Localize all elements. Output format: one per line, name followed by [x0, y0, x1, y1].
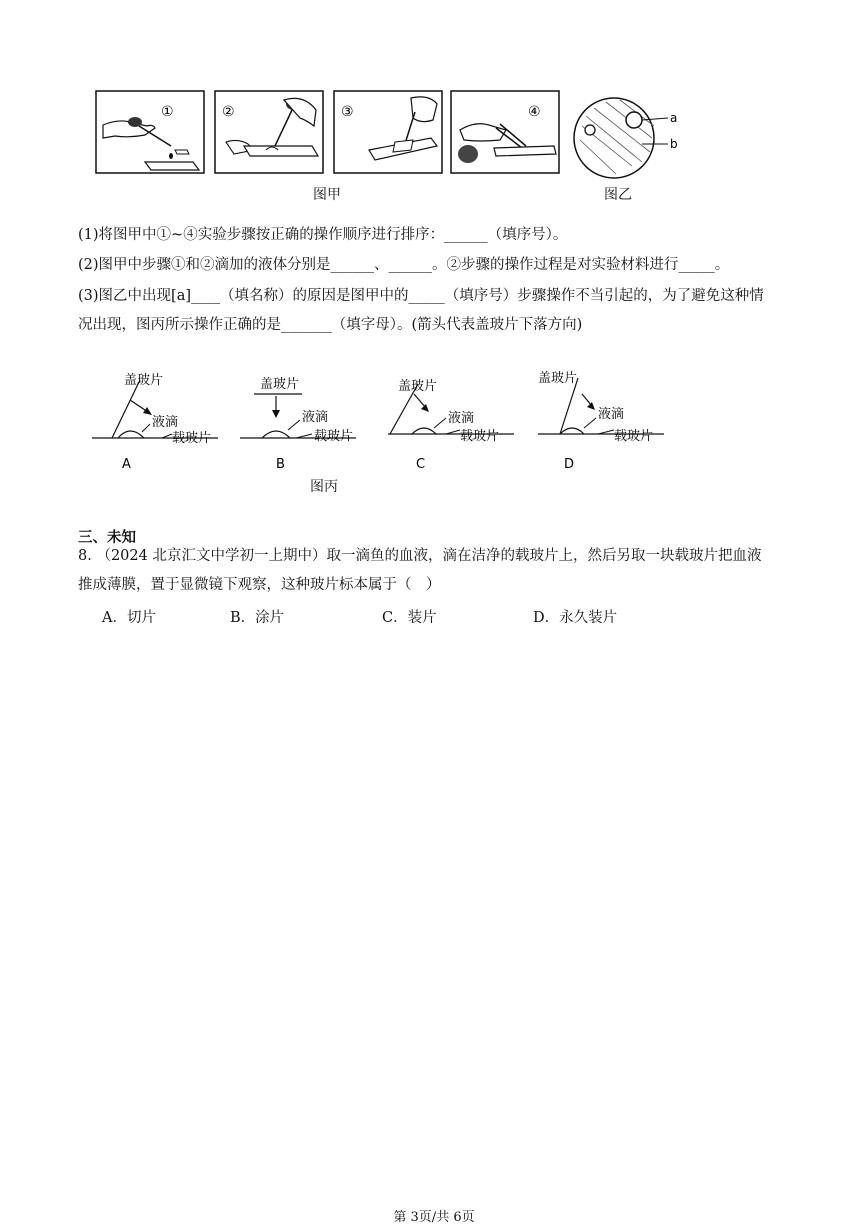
diagram-c: [384, 366, 524, 476]
diagram-b: [236, 366, 376, 476]
panel-step-2: [214, 90, 324, 174]
cover-slip-label: 盖玻片: [124, 373, 164, 388]
panel-step-1: [95, 90, 205, 174]
question-3-line-2: 况出现，图丙所示操作正确的是_______（填字母）。(箭头代表盖玻片下落方向): [78, 317, 583, 333]
option-letter-d: D: [564, 457, 575, 472]
figure-jia-caption: 图甲: [313, 187, 341, 203]
option-letter-c: C: [416, 457, 426, 472]
step-label-2: ②: [222, 104, 235, 120]
diagram-a: [88, 366, 228, 476]
option-c[interactable]: C．装片: [382, 610, 437, 626]
label-a: a: [670, 111, 678, 125]
question-3-line-1: (3)图乙中出现[a]____（填名称）的原因是图甲中的_____（填序号）步骤操作不当引起的，为了避免这种情: [78, 288, 764, 304]
step-label-3: ③: [341, 104, 354, 120]
droplet-label: 液滴: [302, 410, 329, 425]
step-label-4: ④: [528, 104, 541, 120]
figure-bing-caption: 图丙: [310, 479, 338, 495]
question-1: (1)将图甲中①~④实验步骤按正确的操作顺序进行排序：______（填序号）。: [78, 227, 568, 243]
step-label-1: ①: [161, 104, 174, 120]
question-8-line-1: 8. （2024 北京汇文中学初一上期中）取一滴鱼的血液，滴在洁净的载玻片上，然后另取一块载玻片把血液: [78, 548, 762, 564]
microscope-view: [572, 96, 684, 182]
question-2: (2)图甲中步骤①和②滴加的液体分别是______、______。②步骤的操作过程是对实验材料进行_____。: [78, 257, 730, 273]
slide-label: 载玻片: [314, 429, 354, 444]
droplet-label: 液滴: [598, 407, 625, 422]
panel-step-4: [450, 90, 560, 174]
figure-yi-caption: 图乙: [604, 187, 632, 203]
question-8-line-2: 推成薄膜，置于显微镜下观察，这种玻片标本属于（ ）: [78, 577, 441, 593]
label-b: b: [670, 137, 678, 151]
option-letter-a: A: [122, 457, 131, 472]
slide-label: 载玻片: [172, 431, 212, 446]
droplet-label: 液滴: [448, 411, 475, 426]
cover-slip-label: 盖玻片: [260, 377, 300, 392]
page-footer: 第 3页/共 6页: [393, 1210, 475, 1225]
option-letter-b: B: [276, 457, 285, 472]
option-a[interactable]: A．切片: [102, 610, 156, 626]
panel-step-3: [333, 90, 443, 174]
option-d[interactable]: D．永久装片: [533, 610, 618, 626]
slide-label: 载玻片: [460, 429, 500, 444]
droplet-label: 液滴: [152, 415, 179, 430]
cover-slip-label: 盖玻片: [398, 379, 438, 394]
cover-slip-label: 盖玻片: [538, 371, 578, 386]
option-b[interactable]: B．涂片: [230, 610, 285, 626]
diagram-d: [534, 366, 674, 476]
slide-label: 载玻片: [614, 429, 654, 444]
section-title: 三、未知: [78, 530, 136, 546]
